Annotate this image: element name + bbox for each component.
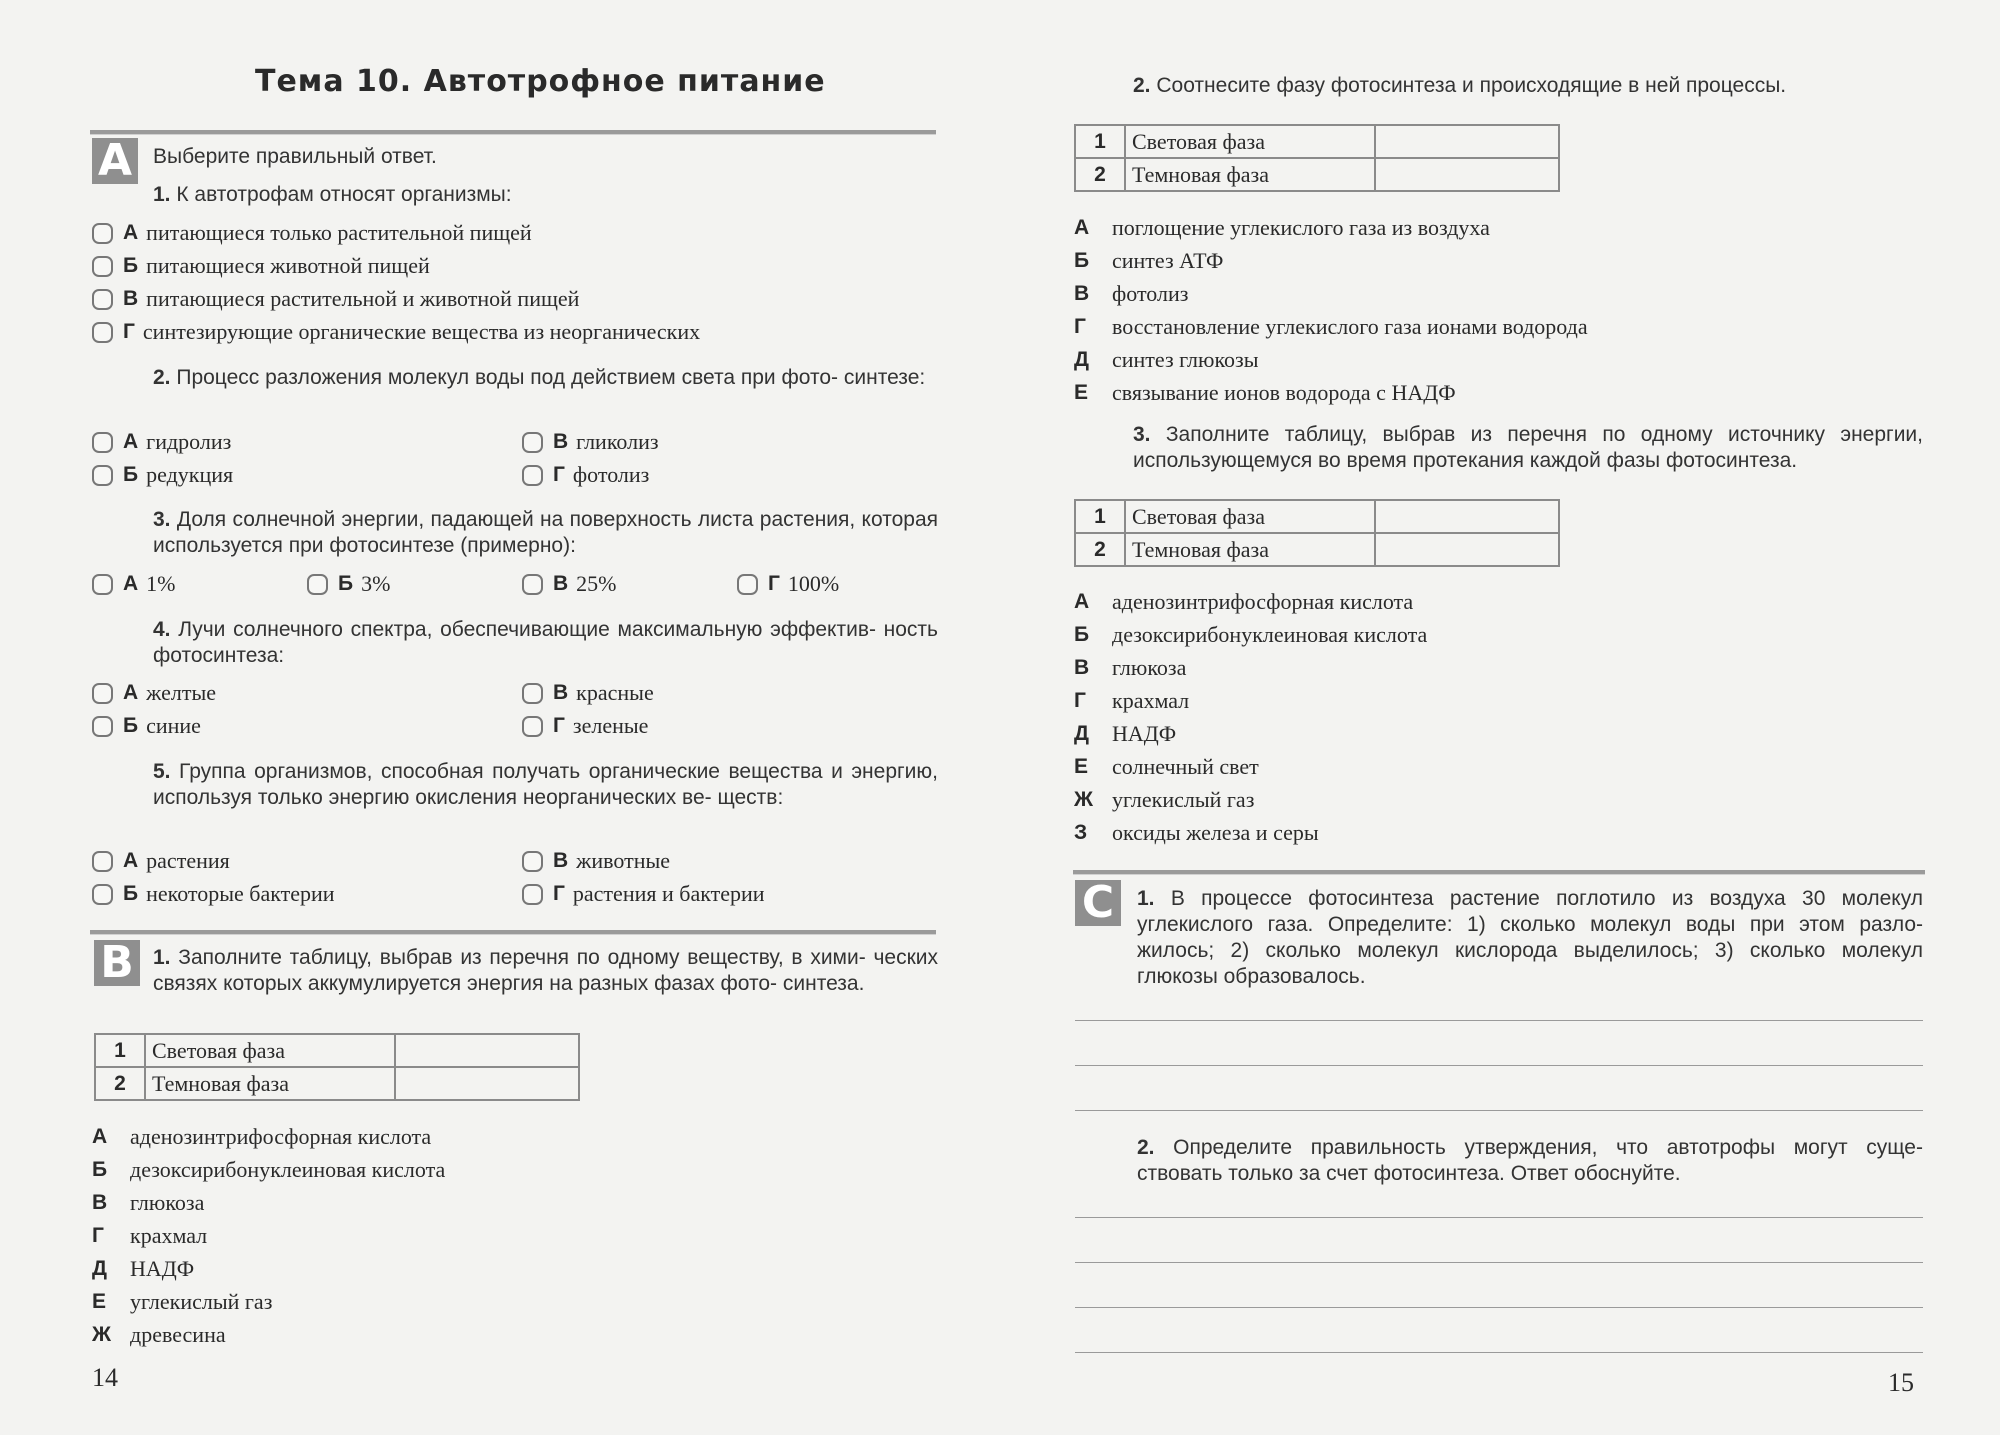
row-number: 1 [1075,500,1125,533]
checkbox[interactable] [92,256,113,277]
r-q3: 3. Заполните таблицу, выбрав из перечня по одному источнику энергии, использующемуся во время протекания каждой фазы фотосинтеза. [1133,423,1923,472]
checkbox[interactable] [92,465,113,486]
section-b-rule [90,930,936,935]
list-item: Г восстановление углекислого газа ионами водорода [1074,314,1588,339]
r-q3-table [1074,499,1560,567]
list-item: В глюкоза [1074,655,1187,680]
a-q1-option-b[interactable]: Б питающиеся животной пищей [92,253,430,279]
answer-cell[interactable] [1375,500,1559,533]
page-number-left: 14 [92,1363,118,1392]
list-item: В фотолиз [1074,281,1189,306]
list-item: Б дезоксирибонуклеиновая кислота [1074,622,1428,647]
checkbox[interactable] [92,322,113,343]
list-item: А аденозинтрифосфорная кислота [1074,589,1414,614]
section-b-badge: В [94,940,140,986]
checkbox[interactable] [522,432,543,453]
a-q4-option-b[interactable]: В красные [522,680,654,706]
answer-line[interactable] [1075,1110,1923,1111]
list-item: А аденозинтрифосфорная кислота [92,1124,432,1149]
list-item: Ж углекислый газ [1074,787,1255,812]
checkbox[interactable] [307,574,328,595]
checkbox[interactable] [92,289,113,310]
a-q2: 2. Процесс разложения молекул воды под действием света при фото- синтезе: [153,366,926,389]
table-row [1075,125,1559,158]
checkbox[interactable] [92,683,113,704]
a-q2-option-c[interactable]: Б редукция [92,462,233,488]
b-q1-table [94,1033,580,1101]
table-row [1075,158,1559,191]
list-item: А поглощение углекислого газа из воздуха [1074,215,1490,240]
right-page [1000,0,2000,1435]
list-item: Д НАДФ [1074,721,1177,746]
answer-cell[interactable] [1375,125,1559,158]
phase-cell: Темновая фаза [1125,533,1375,566]
phase-cell: Темновая фаза [145,1067,395,1100]
list-item: Г крахмал [92,1223,208,1248]
list-item: Г крахмал [1074,688,1190,713]
list-item: Е связывание ионов водорода с НАДФ [1074,380,1456,405]
phase-cell: Темновая фаза [1125,158,1375,191]
a-q2-option-a[interactable]: А гидролиз [92,429,231,455]
checkbox[interactable] [92,574,113,595]
answer-line[interactable] [1075,1217,1923,1218]
row-number: 1 [95,1034,145,1067]
checkbox[interactable] [522,851,543,872]
checkbox[interactable] [522,465,543,486]
r-q2-list [1074,211,1588,409]
table-row [95,1067,579,1100]
list-item: Е углекислый газ [92,1289,273,1314]
row-number: 2 [95,1067,145,1100]
a-q3-option-d[interactable]: Г 100% [737,571,839,597]
list-item: З оксиды железа и серы [1074,820,1319,845]
answer-cell[interactable] [395,1067,579,1100]
row-number: 1 [1075,125,1125,158]
section-a-badge: А [92,138,138,184]
a-q3-option-c[interactable]: В 25% [522,571,617,597]
answer-cell[interactable] [1375,533,1559,566]
answer-line[interactable] [1075,1352,1923,1353]
a-q2-option-b[interactable]: В гликолиз [522,429,659,455]
a-q2-option-d[interactable]: Г фотолиз [522,462,649,488]
answer-cell[interactable] [395,1034,579,1067]
checkbox[interactable] [92,432,113,453]
list-item: Б синтез АТФ [1074,248,1224,273]
checkbox[interactable] [92,716,113,737]
checkbox[interactable] [92,223,113,244]
section-c-badge: С [1075,880,1121,926]
answer-line[interactable] [1075,1020,1923,1021]
a-q4-option-c[interactable]: Б синие [92,713,201,739]
row-number: 2 [1075,158,1125,191]
checkbox[interactable] [522,574,543,595]
r-q2-table [1074,124,1560,192]
a-q4-option-a[interactable]: А желтые [92,680,216,706]
list-item: В глюкоза [92,1190,205,1215]
a-q3: 3. Доля солнечной энергии, падающей на поверхность листа растения, которая используется при фотосинтезе (примерно): [153,508,938,557]
a-q3-option-b[interactable]: Б 3% [307,571,390,597]
checkbox[interactable] [92,884,113,905]
a-q5-option-d[interactable]: Г растения и бактерии [522,881,765,907]
checkbox[interactable] [522,716,543,737]
list-item: Д НАДФ [92,1256,195,1281]
page-title: Тема 10. Автотрофное питание [255,64,826,99]
a-q3-option-a[interactable]: А 1% [92,571,176,597]
a-q1-option-c[interactable]: В питающиеся растительной и животной пищей [92,286,579,312]
section-c-rule [1073,870,1925,875]
section-a-rule [90,130,936,135]
checkbox[interactable] [522,683,543,704]
phase-cell: Световая фаза [1125,125,1375,158]
list-item: Д синтез глюкозы [1074,347,1259,372]
r-q2: 2. Соотнесите фазу фотосинтеза и происходящие в ней процессы. [1133,74,1787,97]
table-row [1075,533,1559,566]
answer-cell[interactable] [1375,158,1559,191]
list-item: Б дезоксирибонуклеиновая кислота [92,1157,446,1182]
table-row [95,1034,579,1067]
list-item: Ж древесина [92,1322,226,1347]
c-q1: 1. В процессе фотосинтеза растение поглотило из воздуха 30 молекул углекислого газа. Определите: 1) сколько молекул воды при этом разло- жилось; 2) сколько молекул кислорода выделилось; 3) сколько молекул глюкозы образовалось. [1137,887,1923,988]
a-q1-option-a[interactable]: А питающиеся только растительной пищей [92,220,532,246]
b-q1: 1. Заполните таблицу, выбрав из перечня по одному веществу, в хими- ческих связях которых аккумулируется энергия на разных фазах фото- синтеза. [153,946,938,995]
a-q4: 4. Лучи солнечного спектра, обеспечивающие максимальную эффектив- ность фотосинтеза: [153,618,938,667]
a-q5-option-a[interactable]: А растения [92,848,230,874]
phase-cell: Световая фаза [1125,500,1375,533]
row-number: 2 [1075,533,1125,566]
section-a-instruction: Выберите правильный ответ. [153,145,437,168]
a-q5-option-b[interactable]: В животные [522,848,670,874]
table-row [1075,500,1559,533]
answer-line[interactable] [1075,1307,1923,1308]
checkbox[interactable] [522,884,543,905]
r-q3-list [1074,585,1427,849]
checkbox[interactable] [737,574,758,595]
phase-cell: Световая фаза [145,1034,395,1067]
b-q1-list [92,1120,445,1351]
a-q5-option-c[interactable]: Б некоторые бактерии [92,881,335,907]
list-item: Е солнечный свет [1074,754,1259,779]
a-q1: 1. К автотрофам относят организмы: [153,183,512,206]
page-number-right: 15 [1888,1368,1914,1397]
a-q4-option-d[interactable]: Г зеленые [522,713,648,739]
checkbox[interactable] [92,851,113,872]
c-q2: 2. Определите правильность утверждения, что автотрофы могут суще- ствовать только за счет фотосинтеза. Ответ обоснуйте. [1137,1136,1923,1185]
a-q5: 5. Группа организмов, способная получать органические вещества и энергию, используя только энергию окисления неорганических ве- ществ: [153,760,938,809]
a-q1-option-d[interactable]: Г синтезирующие органические вещества из неорганических [92,319,700,345]
answer-line[interactable] [1075,1065,1923,1066]
answer-line[interactable] [1075,1262,1923,1263]
